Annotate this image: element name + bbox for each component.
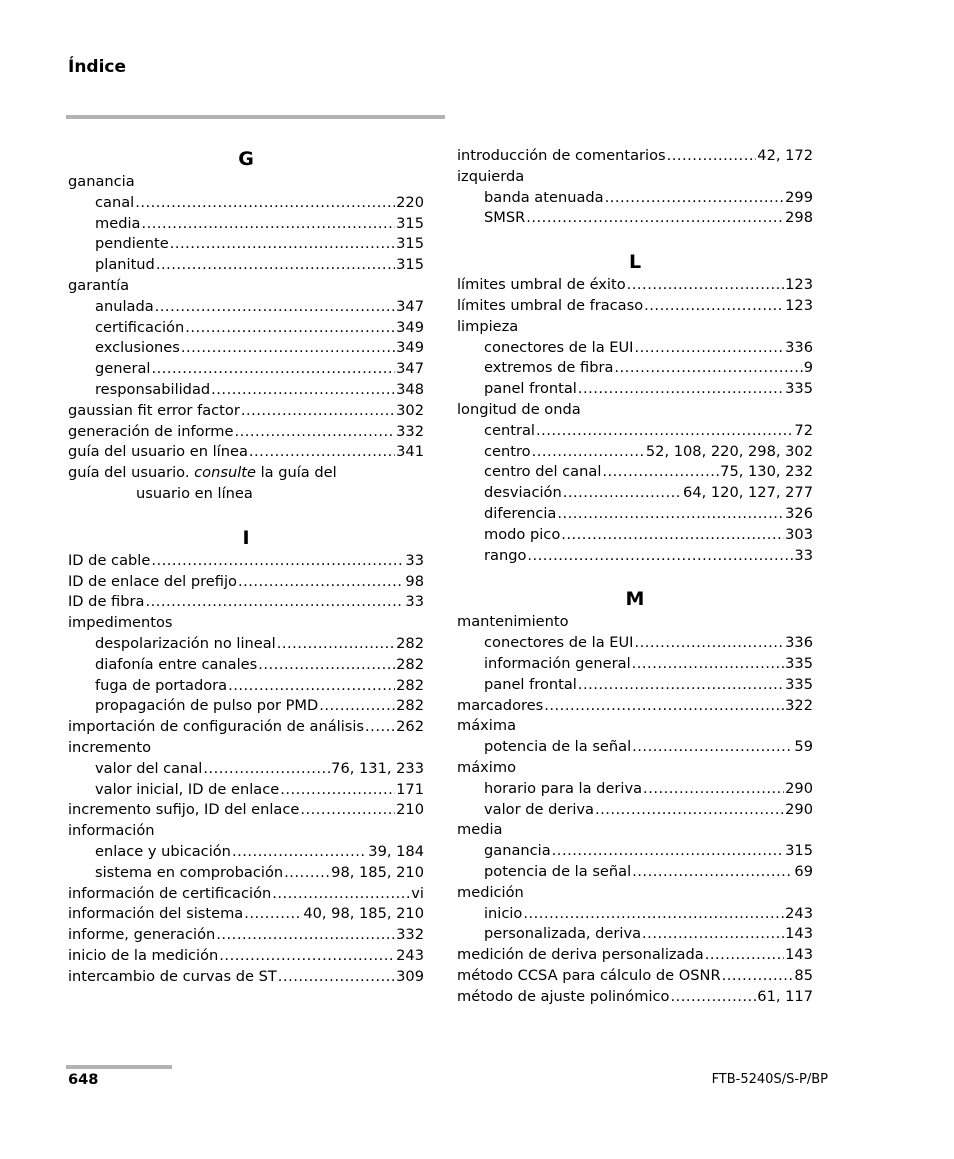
entry-term: generación de informe bbox=[68, 422, 234, 440]
entry-pages: 9 bbox=[803, 359, 813, 377]
index-entry: media bbox=[457, 821, 503, 839]
index-see-entry bbox=[68, 463, 424, 484]
index-entry bbox=[68, 925, 424, 946]
entry-pages: 59 bbox=[794, 738, 813, 756]
dot-leader bbox=[526, 208, 784, 229]
index-entry: incremento bbox=[68, 738, 152, 756]
see-word: consulte bbox=[194, 464, 256, 482]
entry-pages: 262 bbox=[396, 718, 424, 736]
dot-leader bbox=[365, 717, 395, 738]
entry-term: ID de enlace del prefijo bbox=[68, 572, 237, 590]
index-subentry bbox=[457, 654, 813, 675]
dot-leader bbox=[219, 946, 395, 967]
entry-pages: 33 bbox=[405, 593, 424, 611]
entry-pages: 315 bbox=[785, 842, 813, 860]
index-subentry bbox=[457, 379, 813, 400]
entry-term: guía del usuario en línea bbox=[68, 443, 248, 461]
index-subentry bbox=[68, 255, 424, 276]
dot-leader bbox=[145, 592, 404, 613]
entry-term: valor del canal bbox=[95, 759, 203, 777]
entry-pages: 40, 98, 185, 210 bbox=[303, 905, 424, 923]
entry-pages: 143 bbox=[785, 925, 813, 943]
entry-pages: 64, 120, 127, 277 bbox=[683, 484, 813, 502]
entry-pages: 210 bbox=[396, 801, 424, 819]
dot-leader bbox=[151, 359, 395, 380]
header-divider bbox=[66, 115, 445, 119]
index-entry bbox=[457, 966, 813, 987]
entry-pages: 335 bbox=[785, 380, 813, 398]
entry-pages: 347 bbox=[396, 360, 424, 378]
index-entry: información bbox=[68, 822, 155, 840]
entry-pages: 335 bbox=[785, 654, 813, 672]
index-column-right bbox=[457, 146, 813, 1007]
entry-pages: 309 bbox=[396, 967, 424, 985]
entry-pages: 42, 172 bbox=[757, 147, 813, 164]
entry-pages: 85 bbox=[794, 966, 813, 984]
entry-pages: 39, 184 bbox=[368, 842, 424, 860]
index-entry bbox=[68, 967, 424, 988]
dot-leader bbox=[319, 696, 395, 717]
dot-leader bbox=[643, 779, 784, 800]
entry-pages: 335 bbox=[785, 675, 813, 693]
index-subentry bbox=[457, 546, 813, 567]
entry-pages: 315 bbox=[396, 256, 424, 274]
page-number: 648 bbox=[68, 1071, 99, 1088]
index-subentry bbox=[457, 737, 813, 758]
entry-term: media bbox=[95, 214, 141, 232]
entry-pages: 347 bbox=[396, 297, 424, 315]
entry-term: exclusiones bbox=[95, 339, 180, 357]
dot-leader bbox=[249, 442, 395, 463]
entry-term: SMSR bbox=[484, 209, 526, 227]
section-letter: I bbox=[242, 526, 250, 549]
see-target: la guía del bbox=[260, 464, 337, 482]
dot-leader bbox=[300, 800, 395, 821]
entry-term: despolarización no lineal bbox=[95, 634, 276, 652]
entry-pages: 171 bbox=[396, 780, 424, 798]
index-entry: ganancia bbox=[68, 173, 135, 190]
index-entry bbox=[457, 987, 813, 1008]
entry-pages: 76, 131, 233 bbox=[331, 759, 424, 777]
entry-term: conectores de la EUI bbox=[484, 634, 634, 652]
index-entry bbox=[68, 884, 424, 905]
dot-leader bbox=[258, 655, 395, 676]
entry-term: desviación bbox=[484, 484, 562, 502]
entry-pages: 282 bbox=[396, 676, 424, 694]
entry-pages: 302 bbox=[396, 401, 424, 419]
dot-leader bbox=[578, 379, 784, 400]
dot-leader bbox=[705, 945, 784, 966]
entry-pages: 322 bbox=[785, 696, 813, 714]
dot-leader bbox=[532, 442, 645, 463]
entry-pages: 98, 185, 210 bbox=[331, 863, 424, 881]
entry-term: pendiente bbox=[95, 235, 169, 253]
dot-leader bbox=[667, 146, 757, 167]
index-subentry bbox=[68, 863, 424, 884]
dot-leader bbox=[241, 401, 395, 422]
index-entry bbox=[68, 904, 424, 925]
dot-leader bbox=[170, 234, 395, 255]
entry-term: información de certificación bbox=[68, 884, 272, 902]
index-subentry bbox=[68, 655, 424, 676]
entry-pages: 33 bbox=[405, 551, 424, 569]
entry-term: potencia de la señal bbox=[484, 738, 632, 756]
entry-term: sistema en comprobación bbox=[95, 863, 284, 881]
section-letter: L bbox=[628, 251, 642, 274]
index-subentry bbox=[457, 504, 813, 525]
dot-leader bbox=[232, 842, 367, 863]
entry-pages: 69 bbox=[794, 862, 813, 880]
product-name: FTB-5240S/S-P/BP bbox=[711, 1072, 828, 1087]
index-subentry bbox=[68, 193, 424, 214]
entry-pages: 243 bbox=[396, 946, 424, 964]
entry-pages: 336 bbox=[785, 338, 813, 356]
index-subentry bbox=[68, 359, 424, 380]
entry-pages: 303 bbox=[785, 525, 813, 543]
entry-pages: 349 bbox=[396, 318, 424, 336]
entry-term: límites umbral de fracaso bbox=[457, 296, 644, 314]
index-entry: limpieza bbox=[457, 317, 519, 335]
entry-term: información del sistema bbox=[68, 905, 244, 923]
entry-term: general bbox=[95, 360, 151, 378]
entry-term: inicio de la medición bbox=[68, 946, 219, 964]
entry-pages: 326 bbox=[785, 504, 813, 522]
dot-leader bbox=[277, 634, 395, 655]
entry-term: responsabilidad bbox=[95, 380, 211, 398]
dot-leader bbox=[235, 422, 396, 443]
section-letter: M bbox=[625, 588, 645, 611]
entry-term: límites umbral de éxito bbox=[457, 276, 626, 294]
entry-term: anulada bbox=[95, 297, 154, 315]
entry-pages: 332 bbox=[396, 926, 424, 944]
dot-leader bbox=[278, 967, 395, 988]
section-letter: G bbox=[238, 148, 254, 170]
index-subentry bbox=[68, 759, 424, 780]
dot-leader bbox=[722, 966, 794, 987]
index-entry: izquierda bbox=[457, 167, 525, 185]
index-subentry bbox=[68, 234, 424, 255]
entry-term: horario para la deriva bbox=[484, 779, 643, 797]
index-subentry bbox=[457, 841, 813, 862]
entry-term: introducción de comentarios bbox=[457, 147, 666, 164]
dot-leader bbox=[627, 275, 785, 296]
entry-pages: 33 bbox=[794, 546, 813, 564]
entry-pages: 336 bbox=[785, 634, 813, 652]
dot-leader bbox=[284, 863, 330, 884]
dot-leader bbox=[155, 297, 395, 318]
dot-leader bbox=[578, 675, 784, 696]
entry-term: certificación bbox=[95, 318, 185, 336]
dot-leader bbox=[185, 318, 395, 339]
section-spacer bbox=[457, 566, 813, 586]
index-subentry bbox=[457, 862, 813, 883]
dot-leader bbox=[552, 841, 784, 862]
dot-leader bbox=[203, 759, 330, 780]
section-spacer bbox=[68, 505, 424, 525]
entry-pages: 72 bbox=[794, 421, 813, 439]
index-subentry bbox=[68, 318, 424, 339]
entry-pages: 243 bbox=[785, 904, 813, 922]
dot-leader bbox=[272, 884, 410, 905]
entry-term: importación de configuración de análisis bbox=[68, 718, 365, 736]
dot-leader bbox=[527, 546, 793, 567]
index-entry: mantenimiento bbox=[457, 613, 569, 631]
dot-leader bbox=[151, 551, 404, 572]
dot-leader bbox=[632, 737, 793, 758]
entry-pages: 282 bbox=[396, 634, 424, 652]
entry-term: intercambio de curvas de ST bbox=[68, 967, 277, 985]
entry-term: guía del usuario. bbox=[68, 464, 190, 482]
dot-leader bbox=[181, 338, 395, 359]
entry-term: modo pico bbox=[484, 525, 561, 543]
dot-leader bbox=[216, 925, 395, 946]
page-title: Índice bbox=[68, 57, 127, 77]
index-entry bbox=[68, 946, 424, 967]
dot-leader bbox=[642, 924, 784, 945]
index-subentry bbox=[457, 442, 813, 463]
entry-term: valor de deriva bbox=[484, 800, 594, 818]
index-entry: impedimentos bbox=[68, 614, 173, 632]
dot-leader bbox=[614, 358, 802, 379]
entry-term: diafonía entre canales bbox=[95, 655, 258, 673]
dot-leader bbox=[523, 904, 784, 925]
index-entry: máximo bbox=[457, 758, 516, 776]
index-entry bbox=[68, 422, 424, 443]
entry-pages: 315 bbox=[396, 235, 424, 253]
index-entry bbox=[457, 945, 813, 966]
entry-term: diferencia bbox=[484, 504, 557, 522]
entry-term: centro del canal bbox=[484, 463, 602, 481]
index-entry bbox=[68, 551, 424, 572]
entry-pages: 332 bbox=[396, 422, 424, 440]
entry-pages: vi bbox=[411, 884, 424, 902]
entry-term: marcadores bbox=[457, 696, 544, 714]
entry-term: potencia de la señal bbox=[484, 862, 632, 880]
index-subentry bbox=[68, 297, 424, 318]
entry-term: medición de deriva personalizada bbox=[457, 946, 704, 964]
entry-term: central bbox=[484, 421, 535, 439]
index-subentry bbox=[457, 675, 813, 696]
entry-term: información general bbox=[484, 654, 631, 672]
entry-pages: 315 bbox=[396, 214, 424, 232]
dot-leader bbox=[141, 214, 395, 235]
index-entry bbox=[68, 442, 424, 463]
index-subentry bbox=[68, 842, 424, 863]
entry-pages: 282 bbox=[396, 655, 424, 673]
dot-leader bbox=[536, 421, 793, 442]
index-subentry bbox=[457, 358, 813, 379]
index-column-left bbox=[68, 146, 424, 987]
entry-term: centro bbox=[484, 442, 531, 460]
dot-leader bbox=[634, 338, 784, 359]
entry-pages: 220 bbox=[396, 193, 424, 211]
dot-leader bbox=[156, 255, 395, 276]
index-entry bbox=[68, 717, 424, 738]
index-subentry bbox=[457, 525, 813, 546]
index-entry bbox=[68, 800, 424, 821]
entry-term: canal bbox=[95, 193, 135, 211]
index-subentry bbox=[457, 462, 813, 483]
index-subentry bbox=[68, 634, 424, 655]
entry-pages: 348 bbox=[396, 380, 424, 398]
entry-term: panel frontal bbox=[484, 675, 577, 693]
index-entry: garantía bbox=[68, 276, 130, 294]
index-subentry bbox=[68, 380, 424, 401]
entry-term: incremento sufijo, ID del enlace bbox=[68, 801, 300, 819]
dot-leader bbox=[280, 780, 395, 801]
dot-leader bbox=[595, 800, 784, 821]
index-subentry bbox=[457, 338, 813, 359]
index-entry: longitud de onda bbox=[457, 400, 581, 418]
entry-term: ganancia bbox=[484, 842, 551, 860]
index-entry bbox=[68, 401, 424, 422]
entry-pages: 61, 117 bbox=[757, 987, 813, 1005]
index-subentry bbox=[68, 696, 424, 717]
entry-pages: 299 bbox=[785, 188, 813, 206]
entry-pages: 52, 108, 220, 298, 302 bbox=[645, 442, 813, 460]
entry-term: extremos de fibra bbox=[484, 359, 614, 377]
entry-term: rango bbox=[484, 546, 527, 564]
footer-divider bbox=[66, 1065, 172, 1069]
index-entry bbox=[68, 592, 424, 613]
index-subentry bbox=[457, 208, 813, 229]
index-entry bbox=[457, 146, 813, 167]
entry-term: informe, generación bbox=[68, 926, 216, 944]
index-subentry bbox=[68, 338, 424, 359]
dot-leader bbox=[634, 633, 784, 654]
entry-term: personalizada, deriva bbox=[484, 925, 642, 943]
index-subentry bbox=[457, 421, 813, 442]
dot-leader bbox=[238, 572, 404, 593]
section-spacer bbox=[457, 229, 813, 249]
index-entry bbox=[457, 696, 813, 717]
index-subentry bbox=[457, 800, 813, 821]
dot-leader bbox=[211, 380, 395, 401]
entry-pages: 123 bbox=[785, 276, 813, 294]
index-subentry bbox=[457, 188, 813, 209]
entry-term: gaussian fit error factor bbox=[68, 401, 240, 419]
dot-leader bbox=[602, 462, 719, 483]
entry-pages: 349 bbox=[396, 339, 424, 357]
dot-leader bbox=[644, 296, 784, 317]
dot-leader bbox=[563, 483, 682, 504]
entry-pages: 290 bbox=[785, 779, 813, 797]
index-subentry bbox=[457, 779, 813, 800]
dot-leader bbox=[544, 696, 784, 717]
see-target-continued: usuario en línea bbox=[136, 484, 253, 502]
entry-pages: 282 bbox=[396, 697, 424, 715]
entry-pages: 123 bbox=[785, 296, 813, 314]
entry-pages: 290 bbox=[785, 800, 813, 818]
dot-leader bbox=[632, 654, 785, 675]
entry-pages: 98 bbox=[405, 572, 424, 590]
entry-term: conectores de la EUI bbox=[484, 338, 634, 356]
index-entry bbox=[457, 296, 813, 317]
entry-term: inicio bbox=[484, 904, 523, 922]
entry-term: valor inicial, ID de enlace bbox=[95, 780, 280, 798]
index-entry: medición bbox=[457, 883, 524, 901]
entry-pages: 75, 130, 232 bbox=[720, 463, 813, 481]
index-entry bbox=[457, 275, 813, 296]
entry-term: planitud bbox=[95, 256, 155, 274]
entry-term: método de ajuste polinómico bbox=[457, 987, 670, 1005]
dot-leader bbox=[670, 987, 756, 1008]
entry-term: banda atenuada bbox=[484, 188, 604, 206]
entry-term: enlace y ubicación bbox=[95, 842, 231, 860]
index-entry: máxima bbox=[457, 717, 517, 735]
entry-pages: 341 bbox=[396, 443, 424, 461]
dot-leader bbox=[228, 676, 395, 697]
dot-leader bbox=[135, 193, 395, 214]
index-subentry bbox=[457, 924, 813, 945]
entry-term: fuga de portadora bbox=[95, 676, 228, 694]
entry-term: panel frontal bbox=[484, 380, 577, 398]
entry-pages: 143 bbox=[785, 946, 813, 964]
entry-term: ID de fibra bbox=[68, 593, 145, 611]
dot-leader bbox=[605, 188, 785, 209]
entry-term: propagación de pulso por PMD bbox=[95, 697, 319, 715]
dot-leader bbox=[557, 504, 784, 525]
dot-leader bbox=[632, 862, 793, 883]
index-subentry bbox=[457, 633, 813, 654]
entry-term: ID de cable bbox=[68, 551, 151, 569]
dot-leader bbox=[244, 904, 302, 925]
index-subentry bbox=[68, 780, 424, 801]
index-subentry bbox=[457, 904, 813, 925]
entry-term: método CCSA para cálculo de OSNR bbox=[457, 966, 721, 984]
dot-leader bbox=[561, 525, 784, 546]
index-subentry bbox=[68, 214, 424, 235]
entry-pages: 298 bbox=[785, 209, 813, 227]
index-subentry bbox=[68, 676, 424, 697]
index-subentry bbox=[457, 483, 813, 504]
index-entry bbox=[68, 572, 424, 593]
